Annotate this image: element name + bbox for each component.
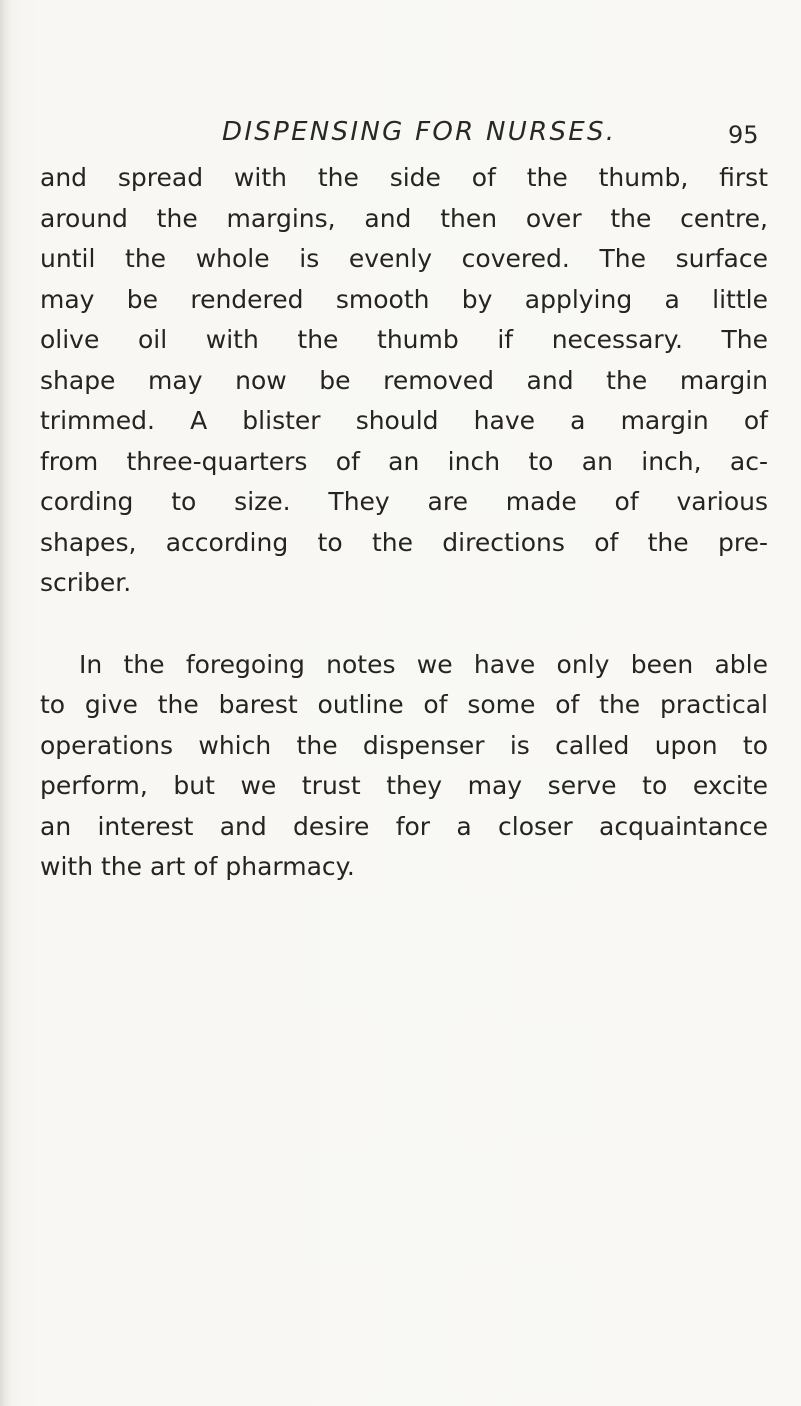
text-line: perform, but we trust they may serve to excite [40, 771, 768, 800]
text-line: shape may now be removed and the margin [40, 365, 768, 395]
text-line: around the margins, and then over the centre, [40, 203, 768, 233]
text-line: trimmed. A blister should have a margin of [40, 406, 768, 435]
text-line: and spread with the side of the thumb, first [40, 163, 768, 192]
text-line: scriber. [40, 568, 132, 597]
page-header [0, 115, 801, 155]
text-line: In the foregoing notes we have only been able [79, 649, 768, 679]
text-line: to give the barest outline of some of the practical [40, 690, 768, 719]
text-line: until the whole is evenly covered. The surface [40, 244, 768, 273]
text-line: shapes, according to the directions of the pre- [40, 527, 768, 557]
text-line: from three-quarters of an inch to an inch, ac- [40, 446, 768, 476]
text-line: olive oil with the thumb if necessary. The [40, 325, 768, 354]
running-head: DISPENSING FOR NURSES. [222, 117, 617, 147]
paragraph-2 [40, 645, 768, 888]
page-number: 95 [728, 121, 759, 149]
text-line: cording to size. They are made of various [40, 487, 768, 516]
text-line: may be rendered smooth by applying a little [40, 284, 768, 314]
text-line: an interest and desire for a closer acquaintance [40, 811, 768, 841]
text-line: operations which the dispenser is called upon to [40, 730, 768, 760]
text-line: with the art of pharmacy. [40, 852, 355, 881]
paragraph-1 [40, 158, 768, 604]
page-gutter-shadow [0, 0, 10, 1406]
body-text [40, 158, 768, 888]
